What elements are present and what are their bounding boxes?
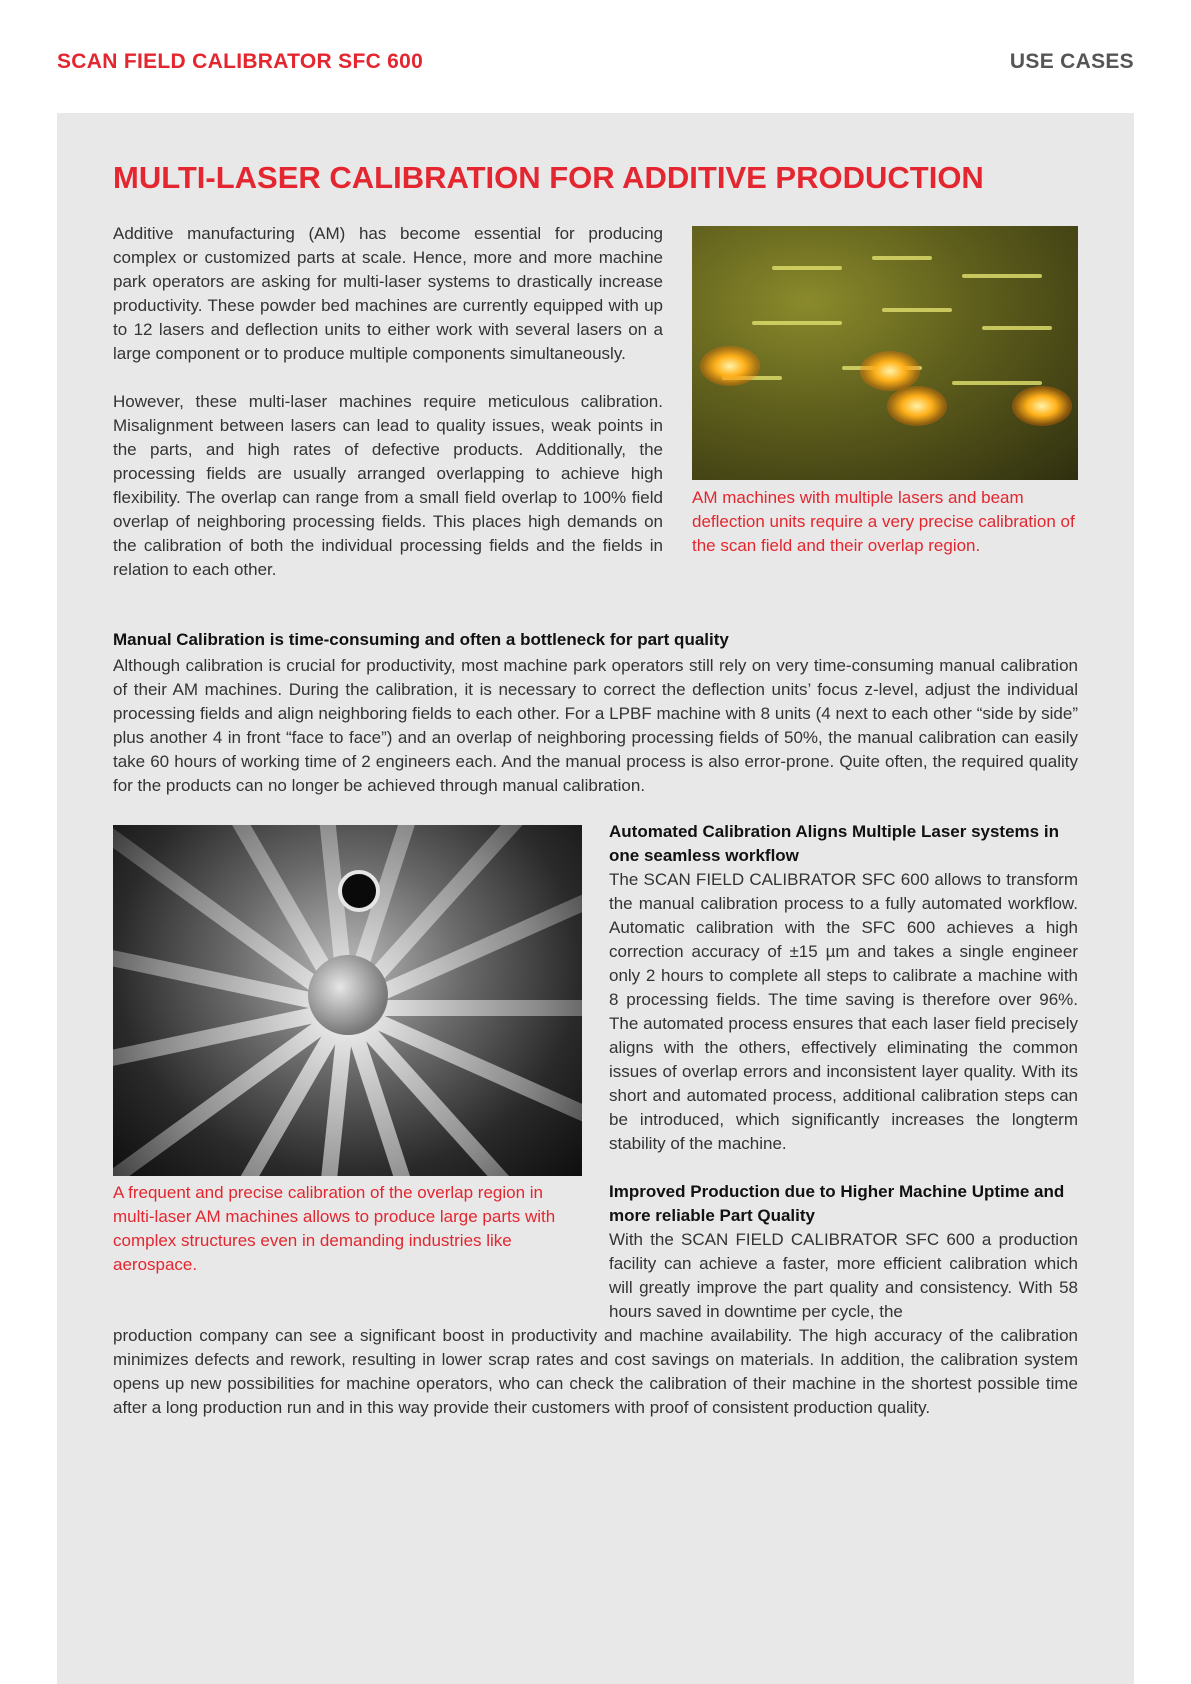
header-product-name: SCAN FIELD CALIBRATOR SFC 600 (57, 50, 424, 73)
automated-calibration-text: The SCAN FIELD CALIBRATOR SFC 600 allows to transform the manual calibration process to a fully automated workflow. Automatic calibration with the SFC 600 achieves a high correction accuracy of ±15 µm and takes a single engineer only 2 hours to complete all steps to calibrate a machine with 8 processing fields. The time saving is therefore over 96%. The automated process ensures that each laser field precisely aligns with the others, effectively eliminating the common issues of overlap errors and inconsistent layer quality. With its short and automated process, additional calibration steps can be introduced, which significantly increases the longterm stability of the machine. (609, 870, 1078, 1153)
manual-calibration-heading: Manual Calibration is time-consuming and often a bottleneck for part quality (113, 630, 729, 649)
page-title: MULTI-LASER CALIBRATION FOR ADDITIVE PRODUCTION (113, 160, 984, 195)
am-machine-lasers-photo (692, 226, 1078, 480)
manual-calibration-text: Although calibration is crucial for productivity, most machine park operators still rely on very time-consuming manual calibration of their AM machines. During the calibration, it is necessary to correct the deflection units’ focus z-level, adjust the individual processing fields and align neighboring fields to each other. For a LPBF machine with 8 units (4 next to each other “side by side” plus another 4 in front “face to face”) and an overlap of neighboring processing fields of 50%, the manual calibration can easily take 60 hours of working time of 2 engineers each. And the manual process is also error-prone. Quite often, the required quality for the products can no longer be achieved through manual calibration. (113, 656, 1078, 795)
intro-text (113, 222, 663, 582)
figure-1-caption: AM machines with multiple lasers and beam deflection units require a very precise calibration of the scan field and their overlap region. (692, 488, 1075, 555)
automated-calibration-heading: Automated Calibration Aligns Multiple Laser systems in one seamless workflow (609, 822, 1059, 865)
header-section-name: USE CASES (1009, 50, 1134, 73)
intro-paragraph-2: However, these multi-laser machines require meticulous calibration. Misalignment between lasers can lead to quality issues, weak points in the parts, and high rates of defective products. Additionally, the processing fields are usually arranged overlapping to achieve high flexibility. The overlap can range from a small field overlap to 100% field overlap of neighboring processing fields. This places high demands on the calibration of both the individual processing fields and the fields in relation to each other. (113, 392, 663, 579)
improved-production-text-part-1: With the SCAN FIELD CALIBRATOR SFC 600 a production facility can achieve a faster, more efficient calibration which will greatly improve the part quality and consistency. With 58 hours saved in downtime per cycle, the (609, 1230, 1078, 1321)
improved-production-text-part-2: production company can see a significant boost in productivity and machine availability. The high accuracy of the calibration minimizes defects and rework, resulting in lower scrap rates and cost savings on materials. In addition, the calibration system opens up new possibilities for machine operators, who can check the calibration of their machine in the shortest possible time after a long production run and in this way provide their customers with proof of consistent production quality. (113, 1326, 1078, 1417)
improved-production-heading: Improved Production due to Higher Machine Uptime and more reliable Part Quality (609, 1182, 1065, 1225)
figure-2-caption: A frequent and precise calibration of the overlap region in multi-laser AM machines allows to produce large parts with complex structures even in demanding industries like aerospace. (113, 1183, 556, 1274)
intro-paragraph-1: Additive manufacturing (AM) has become essential for producing complex or customized parts at scale. Hence, more and more machine park operators are asking for multi-laser systems to drastically increase productivity. These powder bed machines are currently equipped with up to 12 lasers and deflection units to either work with several lasers on a large component or to produce multiple components simultaneously. (113, 224, 663, 363)
turbine-part-photo (113, 825, 582, 1176)
